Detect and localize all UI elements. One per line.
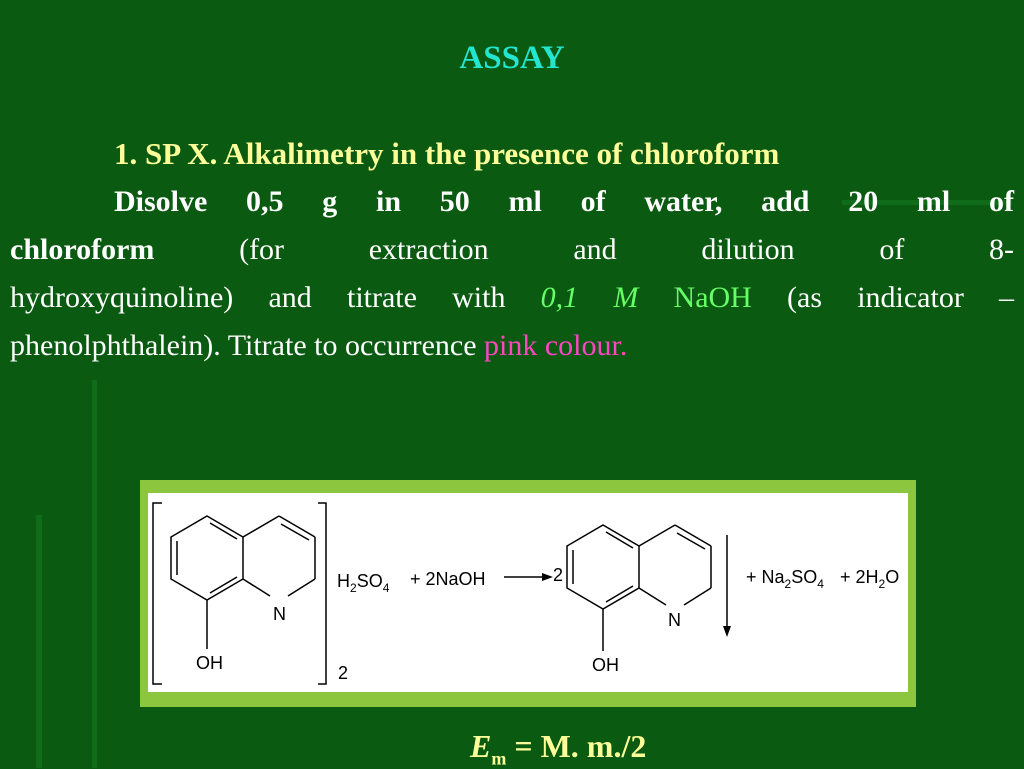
right-bracket-close (318, 503, 326, 684)
paragraph-line-2 (10, 226, 1014, 274)
endpoint-colour: pink colour. (484, 329, 628, 362)
8-hydroxyquinoline-product-structure (567, 525, 711, 651)
paragraph-text: (as indicator – (751, 281, 1015, 314)
background-stripe (92, 380, 97, 768)
reaction-arrow (504, 573, 553, 581)
hydroxyl-label: OH (592, 655, 619, 675)
paragraph-line-1: Disolve 0,5 g in 50 ml of water, add 20 ml of (114, 185, 1014, 218)
reagent-name: NaOH (673, 281, 752, 314)
left-bracket-open (153, 503, 162, 684)
paragraph-line-4 (10, 322, 1014, 370)
concentration-value: 0,1 M (540, 281, 639, 314)
sulfuric-acid-label: $H_2SO_4$ (337, 571, 390, 595)
chloroform-term: chloroform (10, 233, 155, 266)
salt-coefficient: 2 (338, 663, 349, 683)
background-stripe (36, 515, 42, 768)
nitrogen-label: N (273, 604, 286, 624)
paragraph-text: (for extraction and dilution of 8- (154, 233, 1014, 266)
sodium-sulfate-label: + $Na_2SO_4$ (746, 567, 824, 591)
8-hydroxyquinoline-structure (171, 516, 315, 649)
base-reagent: + 2NaOH (410, 569, 486, 589)
product-coefficient: 2 (553, 565, 564, 585)
equivalent-mass-formula: $E_m = M$. m./2 (470, 728, 647, 769)
nitrogen-label: N (668, 610, 681, 630)
reaction-scheme (148, 493, 908, 692)
slide-title: ASSAY (459, 40, 565, 76)
precipitate-arrow (723, 535, 731, 637)
water-label: + $2H_2O$ (840, 567, 900, 591)
paragraph-line-3 (10, 274, 1014, 322)
hydroxyl-label: OH (196, 653, 223, 673)
method-heading: 1. SP X. Alkalimetry in the presence of chloroform (114, 136, 780, 171)
paragraph-text: phenolphthalein). Titrate to occurrence (10, 329, 485, 362)
paragraph-text: hydroxyquinoline) and titrate with (10, 281, 541, 314)
